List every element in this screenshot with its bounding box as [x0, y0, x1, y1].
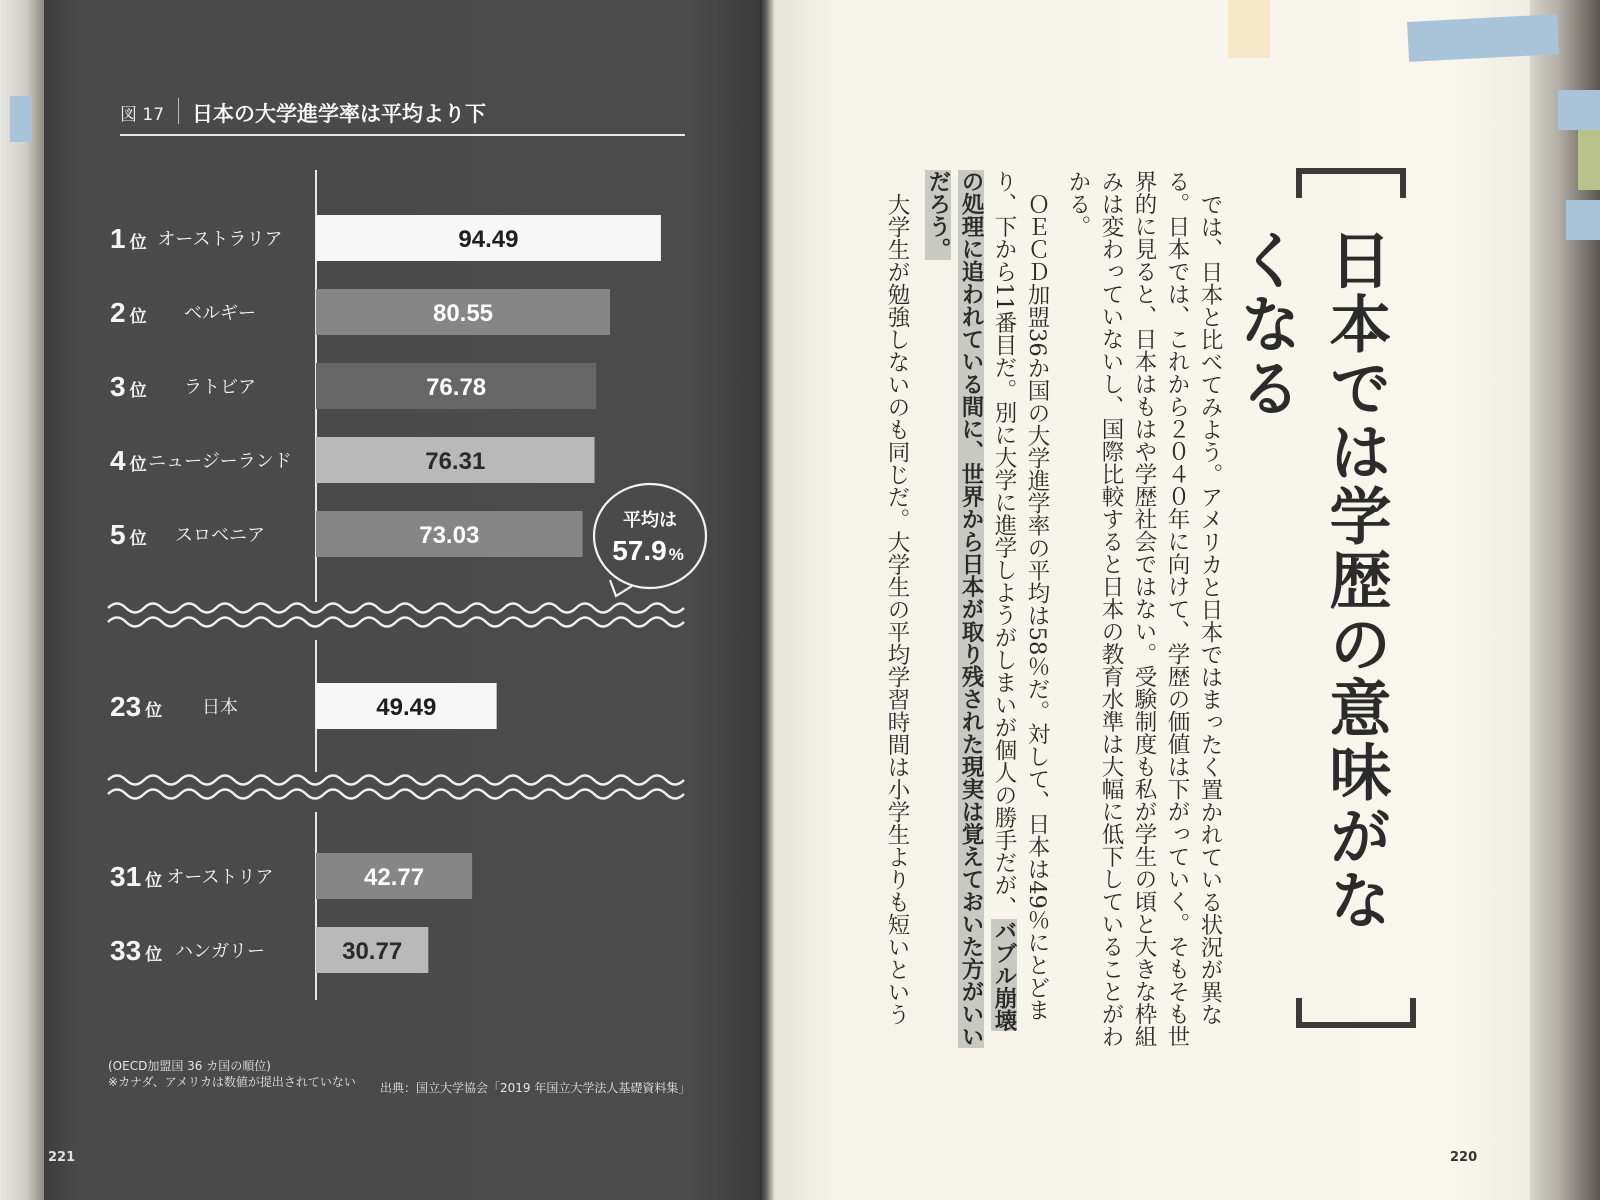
paragraph-text: 大学生が勉強しないのも同じだ。大学生の平均学習時間は小学生よりも短いという: [884, 192, 910, 1025]
bar-value-label: 30.77: [342, 938, 403, 965]
sticky-tab: [1566, 200, 1600, 240]
figure-title: 日本の大学進学率は平均より下: [192, 102, 486, 126]
university-enrollment-bar-chart: [44, 140, 724, 1040]
body-paragraph: [921, 170, 1053, 1050]
body-paragraph: [1061, 170, 1226, 1050]
axis-break-wave: [108, 618, 684, 627]
sticky-tab: [1558, 90, 1600, 130]
paragraph-text: ＯＥＣＤ加盟36か国の大学進学率の平均は58％だ。対して、日本は49％にとどまり、下から11番目だ。別に大学に進学しようがしまいが個人の勝手だが、: [991, 170, 1050, 1021]
chart-note: (OECD加盟国 36 カ国の順位): [108, 1059, 271, 1073]
rank-label: 31 位: [110, 861, 163, 892]
chart-source: 出典：国立大学協会「2019 年国立大学法人基礎資料集」: [380, 1081, 691, 1095]
body-text: [826, 170, 1226, 1050]
axis-break-wave: [108, 790, 684, 799]
sticky-tab: [1228, 0, 1270, 58]
bar-value-label: 94.49: [458, 226, 519, 253]
country-label: ニュージーランド: [148, 451, 292, 471]
book-gutter: [760, 0, 774, 1200]
page-number-right: 220: [1450, 1150, 1478, 1165]
bar-value-label: 76.78: [426, 374, 487, 401]
paragraph-text: では、日本と比べてみよう。アメリカと日本ではまったく置かれている状況が異なる。日本では、これから２０４０年に向けて、学歴の価値は下がっていく。そもそも世界的に見ると、日本はもはや学歴社会ではない。受験制度も私が学生の頃と大きな枠組みは変わっていないし、国際比較すると日本の教育水準は大幅に低下していることがわかる。: [1065, 170, 1223, 1048]
section-heading-box: [1229, 168, 1416, 1028]
body-paragraph: [880, 170, 913, 1050]
highlighted-text: バブル崩壊の処理に追われている間に、世界から日本が取り残された現実は覚えておいた方がいいだろう。: [925, 170, 1017, 1048]
country-label: オーストラリア: [157, 229, 283, 249]
axis-break-wave: [108, 604, 684, 613]
country-label: 日本: [202, 697, 238, 717]
average-callout-label: 平均は: [623, 510, 677, 530]
bar-value-label: 73.03: [419, 522, 480, 549]
rank-label: 33 位: [110, 935, 163, 966]
sticky-tab: [1578, 130, 1600, 190]
bracket-top: [1296, 168, 1406, 198]
page-number-left: 221: [48, 1150, 76, 1165]
country-label: ラトビア: [184, 377, 256, 397]
country-label: ハンガリー: [175, 941, 265, 961]
country-label: オーストリア: [166, 867, 274, 887]
bar-value-label: 42.77: [364, 864, 425, 891]
bracket-bottom: [1296, 998, 1416, 1028]
chart-note: ※カナダ、アメリカは数値が提出されていない: [108, 1075, 356, 1089]
average-callout-value: 57.9 %: [612, 535, 684, 566]
rank-label: 3 位: [110, 371, 147, 402]
sticky-tab: [1407, 14, 1559, 62]
bar-value-label: 49.49: [376, 694, 437, 721]
rank-label: 1 位: [110, 223, 147, 254]
section-heading: 日本では学歴の意味がなくなる: [1229, 228, 1392, 932]
figure-header: [120, 96, 685, 136]
axis-break-wave: [108, 776, 684, 785]
rank-label: 5 位: [110, 519, 147, 550]
figure-number: 図 17: [120, 105, 165, 125]
rank-label: 2 位: [110, 297, 147, 328]
rank-label: 4 位: [110, 445, 147, 476]
country-label: スロベニア: [175, 525, 265, 545]
country-label: ベルギー: [184, 303, 256, 323]
bar-value-label: 80.55: [432, 300, 494, 327]
rank-label: 23 位: [110, 691, 163, 722]
figure-separator: [178, 98, 179, 124]
book-edge-left: [0, 0, 44, 1200]
sticky-tab: [10, 96, 32, 142]
bar-value-label: 76.31: [425, 448, 486, 475]
